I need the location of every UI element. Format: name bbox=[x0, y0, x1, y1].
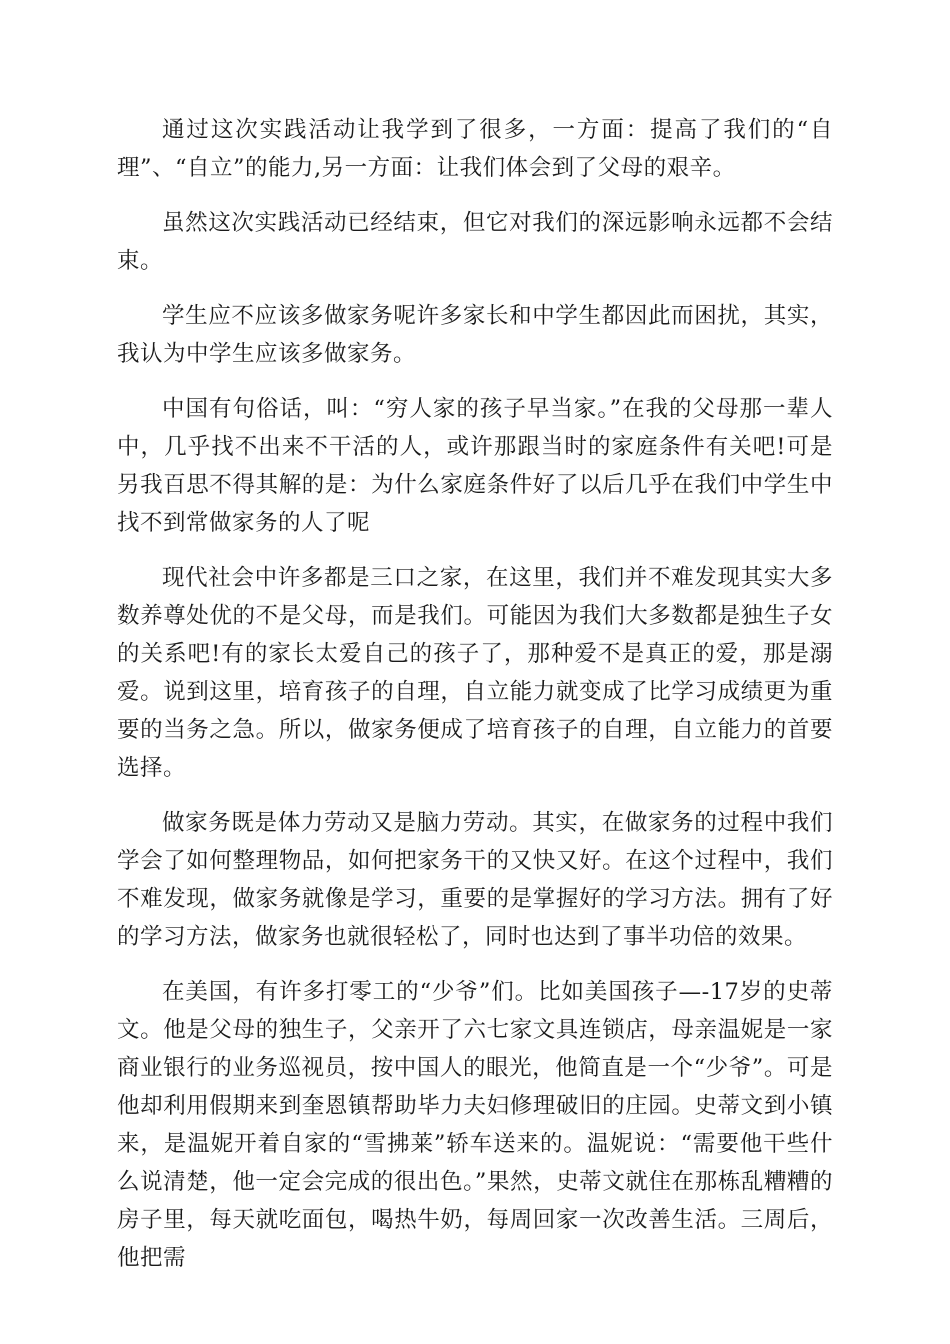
paragraph-5: 现代社会中许多都是三口之家，在这里，我们并不难发现其实大多数养尊处优的不是父母，而是我们。可能因为我们大多数都是独生子女的关系吧!有的家长太爱自己的孩子了，那种爱不是真正的爱，那是溺爱。说到这里，培育孩子的自理，自立能力就变成了比学习成绩更为重要的当务之急。所以，做家务便成了培育孩子的自理，自立能力的首要选择。 bbox=[117, 565, 833, 781]
paragraph-1: 通过这次实践活动让我学到了很多，一方面：提高了我们的“自理”、“自立”的能力,另一方面：让我们体会到了父母的艰辛。 bbox=[117, 117, 833, 181]
paragraph-6: 做家务既是体力劳动又是脑力劳动。其实，在做家务的过程中我们学会了如何整理物品，如何把家务干的又快又好。在这个过程中，我们不难发现，做家务就像是学习，重要的是掌握好的学习方法。拥有了好的学习方法，做家务也就很轻松了，同时也达到了事半功倍的效果。 bbox=[117, 810, 833, 950]
paragraph-7: 在美国，有许多打零工的“少爷”们。比如美国孩子—-17岁的史蒂文。他是父母的独生子，父亲开了六七家文具连锁店，母亲温妮是一家商业银行的业务巡视员，按中国人的眼光，他简直是一个“少爷”。可是他却利用假期来到奎恩镇帮助毕力夫妇修理破旧的庄园。史蒂文到小镇来，是温妮开着自家的“雪拂莱”轿车送来的。温妮说：“需要他干些什么说清楚，他一定会完成的很出色。”果然，史蒂文就住在那栋乱糟糟的房子里，每天就吃面包，喝热牛奶，每周回家一次改善生活。三周后，他把需 bbox=[117, 979, 833, 1271]
paragraph-3: 学生应不应该多做家务呢许多家长和中学生都因此而困扰，其实，我认为中学生应该多做家务。 bbox=[117, 303, 833, 367]
paragraph-4: 中国有句俗话，叫：“穷人家的孩子早当家。”在我的父母那一辈人中，几乎找不出来不干活的人，或许那跟当时的家庭条件有关吧!可是另我百思不得其解的是：为什么家庭条件好了以后几乎在我们中学生中找不到常做家务的人了呢 bbox=[117, 396, 833, 536]
document-page bbox=[117, 111, 833, 1294]
paragraph-2: 虽然这次实践活动已经结束，但它对我们的深远影响永远都不会结束。 bbox=[117, 210, 833, 274]
